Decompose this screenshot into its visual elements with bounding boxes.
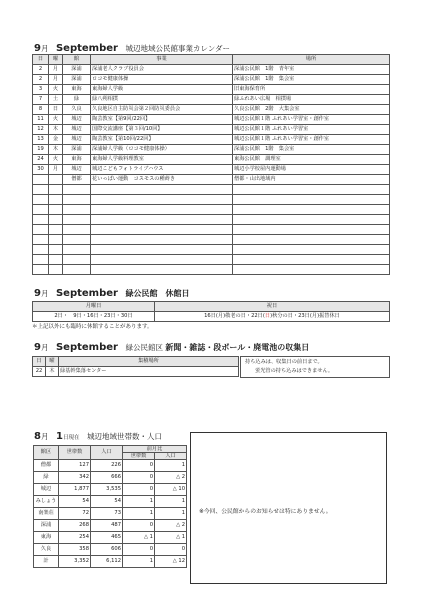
cal-empty-cell xyxy=(33,215,49,225)
cal-place: 僧都・山出地域内 xyxy=(233,175,390,185)
hh-prev-population: △ 10 xyxy=(155,484,187,496)
cal-empty-cell xyxy=(91,245,233,255)
hh-area: みしょう xyxy=(34,496,59,508)
cal-weekday: 木 xyxy=(49,125,63,135)
calendar-empty-row xyxy=(33,265,390,275)
hh-population: 54 xyxy=(91,496,123,508)
trash-note-1: 持ち込みは、収集日の前日まで。 xyxy=(245,359,323,365)
households-title: 8月 1日現在 城辺地域世帯数・人口 xyxy=(34,431,162,442)
cal-day: 11 xyxy=(33,115,49,125)
cal-empty-cell xyxy=(233,205,390,215)
cal-place: 城辺公民館１階 ふれあい学習室 xyxy=(233,125,390,135)
cal-hall: 城辺 xyxy=(63,125,91,135)
notice-box xyxy=(190,432,387,584)
cal-weekday: 木 xyxy=(49,145,63,155)
calendar-empty-row xyxy=(33,225,390,235)
trash-header-day: 日 xyxy=(33,357,46,367)
hh-prev-households: 0 xyxy=(123,520,155,532)
calendar-row xyxy=(33,175,390,185)
cal-event: 緑八朔相撲 xyxy=(91,95,233,105)
cal-day: 13 xyxy=(33,135,49,145)
cal-place: 久良公民館 2階 大集会室 xyxy=(233,105,390,115)
hh-households: 358 xyxy=(59,544,91,556)
cal-weekday xyxy=(49,175,63,185)
hh-population: 487 xyxy=(91,520,123,532)
cal-empty-cell xyxy=(49,225,63,235)
hh-prev-households: 1 xyxy=(123,508,155,520)
cal-hall: 東海 xyxy=(63,85,91,95)
hh-prev-households: △ 1 xyxy=(123,532,155,544)
cal-empty-cell xyxy=(91,185,233,195)
cal-hall: 城辺 xyxy=(63,135,91,145)
cal-empty-cell xyxy=(49,215,63,225)
hh-prev-population: 1 xyxy=(155,508,187,520)
col-header-weekday: 曜 xyxy=(49,55,63,65)
cal-hall: 久良 xyxy=(63,105,91,115)
cal-empty-cell xyxy=(91,205,233,215)
households-row xyxy=(34,484,187,496)
hh-prev-households: 0 xyxy=(123,460,155,472)
cal-weekday: 火 xyxy=(49,155,63,165)
hh-area: 計 xyxy=(34,556,59,568)
cal-event: 陶芸教室【第10回/22回】 xyxy=(91,135,233,145)
cal-day: 2 xyxy=(33,65,49,75)
cal-weekday: 火 xyxy=(49,115,63,125)
hh-population: 666 xyxy=(91,472,123,484)
cal-empty-cell xyxy=(233,255,390,265)
cal-place: 深浦公民館 1階 青年室 xyxy=(233,65,390,75)
cal-empty-cell xyxy=(33,255,49,265)
cal-day: 19 xyxy=(33,145,49,155)
cal-empty-cell xyxy=(49,195,63,205)
cal-weekday: 土 xyxy=(49,95,63,105)
households-row xyxy=(34,520,187,532)
cal-hall: 城辺 xyxy=(63,115,91,125)
hh-households: 3,352 xyxy=(59,556,91,568)
hh-households: 127 xyxy=(59,460,91,472)
col-header-place: 場所 xyxy=(233,55,390,65)
cal-empty-cell xyxy=(33,195,49,205)
hh-prev-households: 1 xyxy=(123,496,155,508)
calendar-empty-row xyxy=(33,255,390,265)
trash-header-place: 集積場所 xyxy=(59,357,239,367)
cal-empty-cell xyxy=(63,195,91,205)
hh-population: 73 xyxy=(91,508,123,520)
cal-day xyxy=(33,175,49,185)
cal-place: 深浦公民館 1階 集会室 xyxy=(233,145,390,155)
calendar-empty-row xyxy=(33,235,390,245)
closed-holiday-dates: 16日(月)敬老の日・22日(日)秋分の日・23日(月)振替休日 xyxy=(155,312,390,322)
households-row xyxy=(34,544,187,556)
cal-day: 7 xyxy=(33,95,49,105)
cal-day: 8 xyxy=(33,105,49,115)
calendar-row xyxy=(33,105,390,115)
cal-empty-cell xyxy=(49,255,63,265)
cal-empty-cell xyxy=(233,265,390,275)
households-row xyxy=(34,556,187,568)
cal-place: 城辺公民館１階 ふれあい学習室・創作室 xyxy=(233,115,390,125)
cal-place: 緑ふれあい広場 相撲場 xyxy=(233,95,390,105)
cal-empty-cell xyxy=(91,235,233,245)
cal-empty-cell xyxy=(233,225,390,235)
hh-prev-households: 0 xyxy=(123,484,155,496)
hh-area: 深浦 xyxy=(34,520,59,532)
cal-event: 花いっぱい運動 コスモスの種蒔き xyxy=(91,175,233,185)
households-table xyxy=(33,445,187,568)
cal-empty-cell xyxy=(63,265,91,275)
cal-event: 陶芸教室【第9回/22回】 xyxy=(91,115,233,125)
cal-event: 深浦老人クラブ役員会 xyxy=(91,65,233,75)
calendar-rows xyxy=(33,65,390,275)
calendar-empty-row xyxy=(33,195,390,205)
calendar-title: 9月 September 城辺地域公民館事業カレンダー xyxy=(34,43,230,54)
cal-empty-cell xyxy=(91,265,233,275)
cal-place: 城辺公民館１階 ふれあい学習室・創作室 xyxy=(233,135,390,145)
hh-area: 東海 xyxy=(34,532,59,544)
hh-households: 54 xyxy=(59,496,91,508)
cal-hall: 東海 xyxy=(63,155,91,165)
cal-empty-cell xyxy=(63,185,91,195)
cal-empty-cell xyxy=(91,225,233,235)
cal-event: 東海婦人学級 xyxy=(91,85,233,95)
cal-empty-cell xyxy=(63,225,91,235)
hh-households: 268 xyxy=(59,520,91,532)
hh-area: 僧都 xyxy=(34,460,59,472)
hh-area: 久良 xyxy=(34,544,59,556)
cal-empty-cell xyxy=(33,225,49,235)
cal-empty-cell xyxy=(63,245,91,255)
cal-weekday: 金 xyxy=(49,135,63,145)
hh-header-population: 人口 xyxy=(91,446,123,460)
closed-table xyxy=(32,301,390,322)
calendar-row xyxy=(33,145,390,155)
cal-empty-cell xyxy=(63,205,91,215)
cal-empty-cell xyxy=(63,255,91,265)
cal-weekday: 日 xyxy=(49,105,63,115)
cal-empty-cell xyxy=(33,235,49,245)
cal-empty-cell xyxy=(91,215,233,225)
hh-header-prev-households: 世帯数 xyxy=(123,453,155,460)
cal-hall: 深浦 xyxy=(63,75,91,85)
cal-empty-cell xyxy=(233,215,390,225)
hh-prev-population: 0 xyxy=(155,544,187,556)
cal-place: 旧東海保育所 xyxy=(233,85,390,95)
calendar-empty-row xyxy=(33,185,390,195)
closed-holiday-header: 祝日 xyxy=(155,302,390,312)
hh-prev-households: 0 xyxy=(123,544,155,556)
households-rows xyxy=(34,460,187,568)
cal-hall: 深浦 xyxy=(63,65,91,75)
closed-weekday-header: 月曜日 xyxy=(33,302,155,312)
cal-event: 城辺こどもフォトライブハウス xyxy=(91,165,233,175)
calendar-row xyxy=(33,75,390,85)
cal-empty-cell xyxy=(63,215,91,225)
cal-weekday: 火 xyxy=(49,85,63,95)
cal-weekday: 月 xyxy=(49,65,63,75)
cal-empty-cell xyxy=(233,185,390,195)
hh-prev-population: △ 2 xyxy=(155,472,187,484)
trash-day: 22 xyxy=(33,367,46,377)
closed-note: ＊上記以外にも臨時に休館することがあります。 xyxy=(32,324,153,330)
calendar-row xyxy=(33,165,390,175)
calendar-row xyxy=(33,155,390,165)
hh-prev-households: 0 xyxy=(123,472,155,484)
cal-empty-cell xyxy=(91,255,233,265)
cal-hall: 城辺 xyxy=(63,165,91,175)
calendar-row xyxy=(33,125,390,135)
hh-prev-households: 1 xyxy=(123,556,155,568)
cal-empty-cell xyxy=(233,195,390,205)
cal-day: 2 xyxy=(33,75,49,85)
cal-empty-cell xyxy=(49,205,63,215)
hh-header-area: 館区 xyxy=(34,446,59,460)
cal-place: 東海公民館 調理室 xyxy=(233,155,390,165)
cal-weekday: 月 xyxy=(49,75,63,85)
hh-prev-population: △ 12 xyxy=(155,556,187,568)
households-row xyxy=(34,496,187,508)
hh-households: 1,877 xyxy=(59,484,91,496)
cal-empty-cell xyxy=(91,195,233,205)
trash-note-box xyxy=(240,356,390,378)
cal-empty-cell xyxy=(33,205,49,215)
trash-title: 9月 September 緑公民館区 新聞・雑誌・段ボール・廃電池の収集日 xyxy=(34,342,310,353)
cal-day: 30 xyxy=(33,165,49,175)
hh-population: 606 xyxy=(91,544,123,556)
cal-hall: 僧都 xyxy=(63,175,91,185)
cal-day: 3 xyxy=(33,85,49,95)
hh-area: 城辺 xyxy=(34,484,59,496)
cal-event: 東海婦人学級料理教室 xyxy=(91,155,233,165)
trash-place: 緑基幹集落センター xyxy=(59,367,239,377)
hh-header-households: 世帯数 xyxy=(59,446,91,460)
calendar-row xyxy=(33,95,390,105)
hh-prev-population: 1 xyxy=(155,460,187,472)
cal-empty-cell xyxy=(33,185,49,195)
cal-day: 12 xyxy=(33,125,49,135)
cal-empty-cell xyxy=(49,245,63,255)
calendar-row xyxy=(33,65,390,75)
cal-event: 国際交流講座【第３回/10回】 xyxy=(91,125,233,135)
hh-households: 342 xyxy=(59,472,91,484)
cal-empty-cell xyxy=(33,265,49,275)
closed-weekday-dates: 2日・ 9日・16日・23日・30日 xyxy=(33,312,155,322)
cal-event: 久良地区自主防災会第２回防災委員会 xyxy=(91,105,233,115)
hh-header-prev-population: 人口 xyxy=(155,453,187,460)
calendar-row xyxy=(33,85,390,95)
trash-weekday: 木 xyxy=(46,367,59,377)
hh-area: 緑 xyxy=(34,472,59,484)
households-row xyxy=(34,460,187,472)
trash-header-weekday: 曜 xyxy=(46,357,59,367)
cal-empty-cell xyxy=(63,235,91,245)
cal-hall: 深浦 xyxy=(63,145,91,155)
calendar-empty-row xyxy=(33,205,390,215)
cal-event: 深浦婦人学級（ロコモ健康体操） xyxy=(91,145,233,155)
cal-place: 城辺小学校屋内運動場 xyxy=(233,165,390,175)
cal-place: 深浦公民館 1階 集会室 xyxy=(233,75,390,85)
trash-table xyxy=(32,356,239,377)
hh-area: 南楽荘 xyxy=(34,508,59,520)
hh-population: 465 xyxy=(91,532,123,544)
hh-header-prev: 前月比 xyxy=(123,446,187,453)
closed-title: 9月 September 緑公民館 休館日 xyxy=(34,288,190,299)
hh-prev-population: △ 2 xyxy=(155,520,187,532)
cal-weekday: 月 xyxy=(49,165,63,175)
cal-day: 24 xyxy=(33,155,49,165)
calendar-row xyxy=(33,135,390,145)
col-header-day: 日 xyxy=(33,55,49,65)
col-header-hall: 館 xyxy=(63,55,91,65)
households-row xyxy=(34,508,187,520)
col-header-event: 事業 xyxy=(91,55,233,65)
cal-empty-cell xyxy=(49,265,63,275)
hh-population: 6,112 xyxy=(91,556,123,568)
calendar-table xyxy=(32,54,390,275)
calendar-empty-row xyxy=(33,215,390,225)
hh-households: 254 xyxy=(59,532,91,544)
hh-population: 226 xyxy=(91,460,123,472)
calendar-empty-row xyxy=(33,245,390,255)
hh-prev-population: △ 1 xyxy=(155,532,187,544)
hh-households: 72 xyxy=(59,508,91,520)
trash-note-2: 蛍光管の持ち込みはできません。 xyxy=(255,368,334,374)
hh-population: 3,535 xyxy=(91,484,123,496)
cal-empty-cell xyxy=(49,185,63,195)
households-row xyxy=(34,472,187,484)
cal-event: ロコモ健康体操 xyxy=(91,75,233,85)
cal-empty-cell xyxy=(233,245,390,255)
cal-empty-cell xyxy=(233,235,390,245)
hh-prev-population: 1 xyxy=(155,496,187,508)
cal-hall: 緑 xyxy=(63,95,91,105)
cal-empty-cell xyxy=(33,245,49,255)
households-row xyxy=(34,532,187,544)
notice-text: ※今回、公民館からのお知らせは特にありません。 xyxy=(199,509,332,515)
calendar-row xyxy=(33,115,390,125)
cal-empty-cell xyxy=(49,235,63,245)
